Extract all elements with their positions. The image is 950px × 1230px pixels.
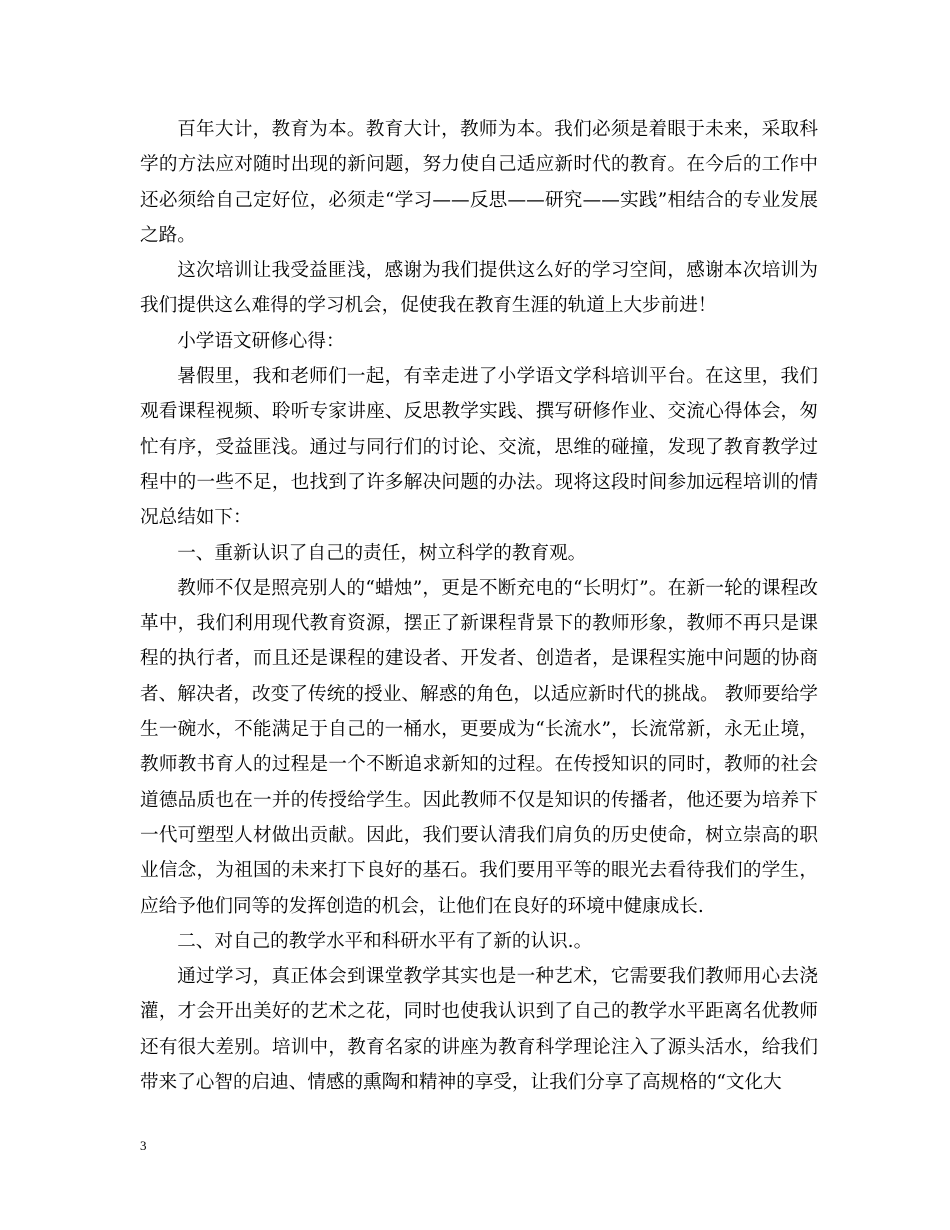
page-number: 3 — [140, 1138, 147, 1153]
paragraph-5: 通过学习，真正体会到课堂教学其实也是一种艺术，它需要我们教师用心去浇灌，才会开出美好的艺术之花，同时也使我认识到了自己的教学水平距离名优教师还有很大差别。培训中，教育名家的讲座为教育科学理论注入了源头活水，给我们带来了心智的启迪、情感的熏陶和精神的享受，让我们分享了高规格的“文化大 — [140, 966, 818, 1094]
paragraph-3: 暑假里，我和老师们一起，有幸走进了小学语文学科培训平台。在这里，我们观看课程视频、聆听专家讲座、反思教学实践、撰写研修作业、交流心得体会，匆忙有序，受益匪浅。通过与同行们的讨论、交流，思维的碰撞，发现了教育教学过程中的一些不足，也找到了许多解决问题的办法。现将这段时间参加远程培训的情况总结如下： — [140, 366, 818, 529]
section-heading-2: 二、对自己的教学水平和科研水平有了新的认识.。 — [177, 930, 593, 952]
paragraph-1: 百年大计，教育为本。教育大计，教师为本。我们必须是着眼于未来，采取科学的方法应对随时出现的新问题，努力使自己适应新时代的教育。在今后的工作中还必须给自己定好位，必须走“学习——反思——研究——实践”相结合的专业发展之路。 — [140, 119, 818, 246]
section-heading-reflection: 小学语文研修心得： — [177, 330, 345, 352]
paragraph-2: 这次培训让我受益匪浅，感谢为我们提供这么好的学习空间，感谢本次培训为我们提供这么难得的学习机会，促使我在教育生涯的轨道上大步前进！ — [140, 260, 818, 317]
document-body — [140, 112, 818, 1100]
paragraph-4: 教师不仅是照亮别人的“蜡烛”，更是不断充电的“长明灯”。在新一轮的课程改革中，我们利用现代教育资源，摆正了新课程背景下的教师形象，教师不再只是课程的执行者，而且还是课程的建设者、开发者、创造者，是课程实施中问题的协商者、解决者，改变了传统的授业、解惑的角色，以适应新时代的挑战。 教师要给学生一碗水，不能满足于自己的一桶水，更要成为“长流水”，长流常新，永无止境，教师教书育人的过程是一个不断追求新知的过程。在传授知识的同时，教师的社会道德品质也在一并的传授给学生。因此教师不仅是知识的传播者，他还要为培养下一代可塑型人材做出贡献。因此，我们要认清我们肩负的历史使命，树立崇高的职业信念，为祖国的未来打下良好的基石。我们要用平等的眼光去看待我们的学生，应给予他们同等的发挥创造的机会，让他们在良好的环境中健康成长. — [140, 577, 818, 917]
section-heading-1: 一、重新认识了自己的责任，树立科学的教育观。 — [177, 542, 587, 564]
